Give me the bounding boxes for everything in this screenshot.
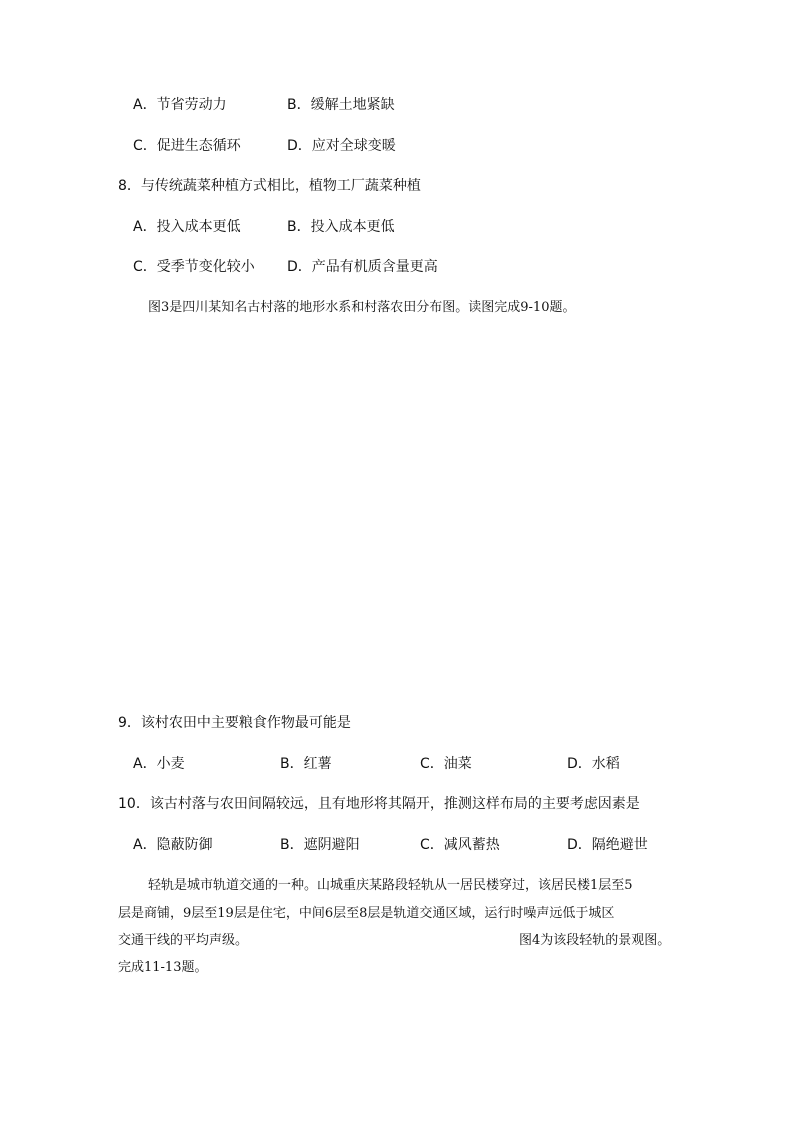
passage-line-2: 层是商铺，9层至19层是住宅，中间6层至8层是轨道交通区域，运行时噪声远低于城区 bbox=[118, 906, 615, 921]
q9-option-d: D．水稻 bbox=[567, 756, 620, 772]
q10-option-c: C．减风蓄热 bbox=[420, 837, 500, 853]
q7-option-c: C．促进生态循环 bbox=[133, 138, 241, 154]
q8-option-a: A．投入成本更低 bbox=[133, 219, 241, 235]
q9-option-c: C．油菜 bbox=[420, 756, 472, 772]
passage-line-1: 轻轨是城市轨道交通的一种。山城重庆某路段轻轨从一居民楼穿过，该居民楼1层至5 bbox=[148, 878, 633, 893]
q8-stem: 8．与传统蔬菜种植方式相比，植物工厂蔬菜种植 bbox=[118, 178, 421, 194]
q7-option-a: A．节省劳动力 bbox=[133, 97, 227, 113]
fig3-intro: 图3是四川某知名古村落的地形水系和村落农田分布图。读图完成9-10题。 bbox=[148, 300, 576, 315]
passage-line-4: 完成11-13题。 bbox=[118, 960, 208, 975]
q10-option-b: B．遮阴避阳 bbox=[280, 837, 360, 853]
figure-3-placeholder bbox=[118, 320, 678, 700]
q10-option-a: A．隐蔽防御 bbox=[133, 837, 213, 853]
q10-option-d: D．隔绝避世 bbox=[567, 837, 648, 853]
q9-option-a: A．小麦 bbox=[133, 756, 185, 772]
q7-option-d: D．应对全球变暖 bbox=[287, 138, 396, 154]
passage-line-3-left: 交通干线的平均声级。 bbox=[118, 933, 249, 948]
q10-stem: 10．该古村落与农田间隔较远，且有地形将其隔开，推测这样布局的主要考虑因素是 bbox=[118, 796, 640, 812]
q8-option-b: B．投入成本更低 bbox=[287, 219, 395, 235]
q9-stem: 9．该村农田中主要粮食作物最可能是 bbox=[118, 715, 351, 731]
q9-option-b: B．红薯 bbox=[280, 756, 332, 772]
q8-option-d: D．产品有机质含量更高 bbox=[287, 259, 438, 275]
passage-line-3-right: 图4为该段轻轨的景观图。 bbox=[519, 933, 671, 948]
q8-option-c: C．受季节变化较小 bbox=[133, 259, 255, 275]
q7-option-b: B．缓解土地紧缺 bbox=[287, 97, 395, 113]
